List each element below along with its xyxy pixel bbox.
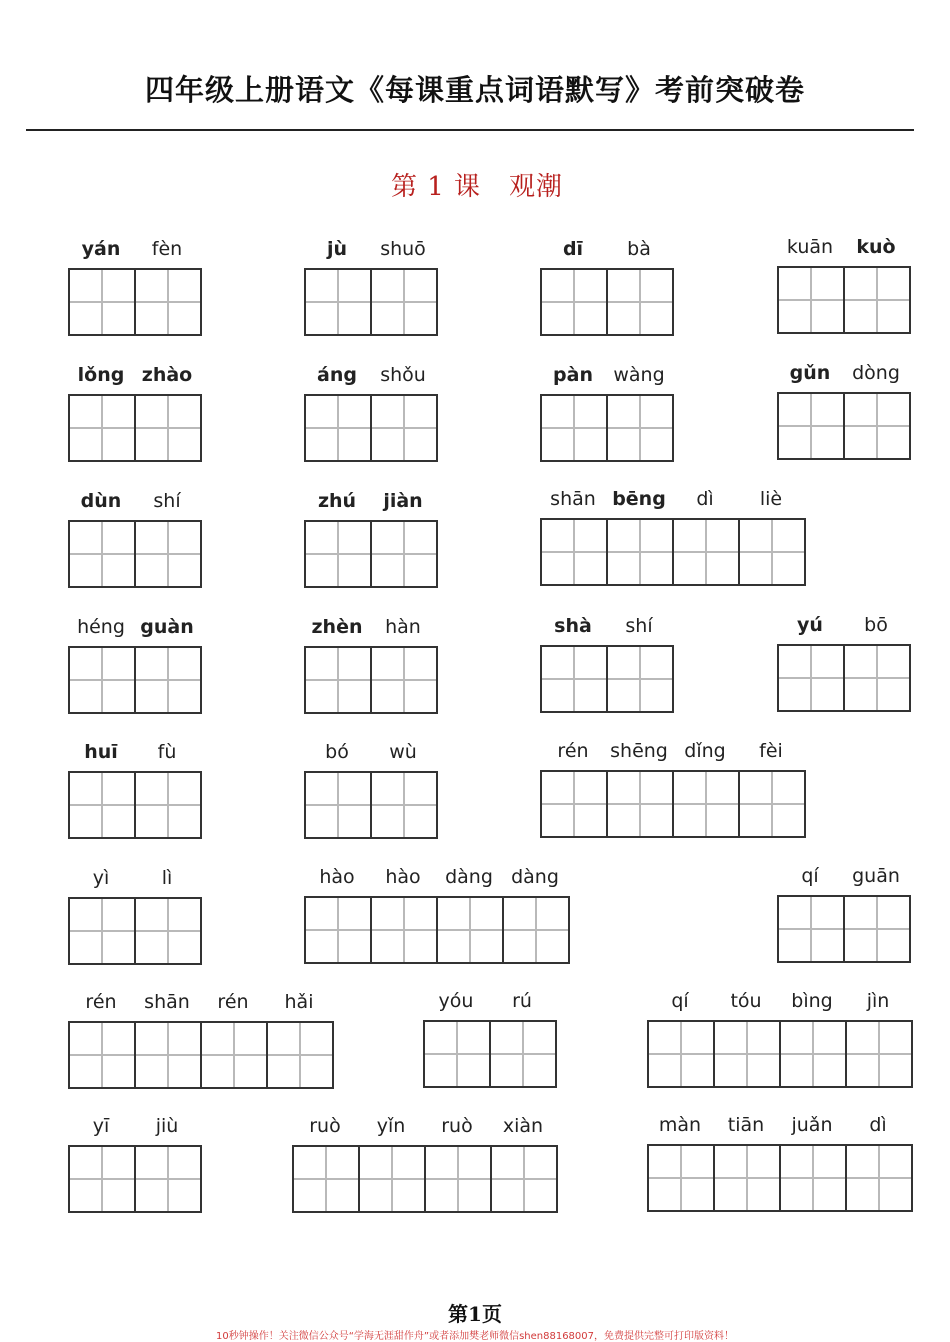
word-item: [540, 361, 674, 462]
tianzige-cell[interactable]: [779, 897, 845, 961]
pinyin-row: [292, 1112, 556, 1140]
tianzige-cell[interactable]: [542, 772, 608, 836]
pinyin-syllable: qí: [801, 865, 819, 887]
writing-grid: [292, 1145, 558, 1213]
pinyin-syllable: ruò: [309, 1115, 341, 1137]
pinyin-row: [540, 485, 804, 513]
pinyin-row: [68, 235, 200, 263]
pinyin-row: [68, 864, 200, 892]
tianzige-cell[interactable]: [779, 268, 845, 332]
tianzige-cell[interactable]: [438, 898, 504, 962]
tianzige-cell[interactable]: [136, 1147, 202, 1211]
tianzige-cell[interactable]: [542, 270, 608, 334]
pinyin-syllable: kuān: [786, 236, 834, 258]
pinyin-row: [777, 233, 909, 261]
word-item: [68, 613, 202, 714]
tianzige-cell[interactable]: [306, 270, 372, 334]
tianzige-cell[interactable]: [779, 646, 845, 710]
tianzige-cell[interactable]: [372, 898, 438, 962]
pinyin-syllable: jìn: [866, 990, 890, 1012]
lesson-name: 观潮: [509, 172, 564, 202]
tianzige-cell[interactable]: [608, 772, 674, 836]
pinyin-syllable: rén: [85, 991, 117, 1013]
pinyin-row: [68, 738, 200, 766]
pinyin-syllable: bó: [325, 741, 349, 763]
tianzige-cell[interactable]: [504, 898, 570, 962]
pinyin-syllable: juǎn: [791, 1114, 833, 1136]
pinyin-row: [647, 1111, 911, 1139]
pinyin-syllable: rén: [557, 740, 589, 762]
pinyin-syllable: lì: [161, 867, 173, 889]
tianzige-cell[interactable]: [70, 1147, 136, 1211]
pinyin-syllable: fèi: [759, 740, 783, 762]
lesson-number: 第 1 课: [390, 172, 482, 202]
tianzige-cell[interactable]: [136, 899, 202, 963]
pinyin-syllable: áng: [317, 364, 357, 386]
tianzige-cell[interactable]: [715, 1146, 781, 1210]
tianzige-cell[interactable]: [608, 396, 674, 460]
tianzige-cell[interactable]: [847, 1022, 913, 1086]
page-title: 四年级上册语文《每课重点词语默写》考前突破卷: [144, 73, 805, 107]
writing-grid: [304, 268, 438, 336]
pinyin-row: [647, 987, 911, 1015]
word-item: [423, 987, 557, 1088]
tianzige-cell[interactable]: [306, 396, 372, 460]
writing-grid: [647, 1144, 913, 1212]
word-item: [540, 737, 806, 838]
writing-grid: [540, 645, 674, 713]
word-item: [647, 987, 913, 1088]
lesson-heading: [0, 166, 950, 203]
tianzige-cell[interactable]: [306, 522, 372, 586]
pinyin-row: [777, 862, 909, 890]
tianzige-cell[interactable]: [70, 270, 136, 334]
pinyin-syllable: shēng: [610, 740, 668, 762]
writing-grid: [304, 520, 438, 588]
pinyin-syllable: wàng: [613, 364, 665, 386]
tianzige-cell[interactable]: [136, 522, 202, 586]
tianzige-cell[interactable]: [70, 1023, 136, 1087]
tianzige-cell[interactable]: [608, 520, 674, 584]
pinyin-syllable: yǐn: [376, 1115, 406, 1137]
pinyin-syllable: màn: [658, 1114, 702, 1136]
tianzige-cell[interactable]: [306, 648, 372, 712]
tianzige-cell[interactable]: [136, 270, 202, 334]
tianzige-cell[interactable]: [781, 1022, 847, 1086]
pinyin-syllable: tóu: [730, 990, 762, 1012]
writing-grid: [540, 518, 806, 586]
writing-grid: [68, 771, 202, 839]
pinyin-row: [304, 361, 436, 389]
pinyin-syllable: shà: [554, 615, 592, 637]
title-divider: [26, 129, 914, 131]
word-item: [68, 988, 334, 1089]
writing-grid: [304, 771, 438, 839]
tianzige-cell[interactable]: [306, 773, 372, 837]
pinyin-syllable: yī: [92, 1115, 110, 1137]
footer-note: 10秒钟操作！关注微信公众号“学海无涯甜作舟”或者添加樊老师微信shen88168007，免费提供完整可打印版资料！: [215, 1331, 735, 1342]
tianzige-cell[interactable]: [70, 773, 136, 837]
pinyin-syllable: dàng: [445, 866, 493, 888]
pinyin-row: [304, 487, 436, 515]
pinyin-row: [68, 1112, 200, 1140]
word-item: [68, 738, 202, 839]
pinyin-row: [540, 235, 672, 263]
pinyin-syllable: guān: [852, 865, 900, 887]
writing-grid: [68, 1021, 334, 1089]
writing-grid: [540, 770, 806, 838]
tianzige-cell[interactable]: [845, 646, 911, 710]
word-item: [68, 864, 202, 965]
word-item: [304, 361, 438, 462]
word-item: [304, 487, 438, 588]
pinyin-row: [304, 235, 436, 263]
tianzige-cell[interactable]: [674, 772, 740, 836]
pinyin-syllable: dì: [869, 1114, 887, 1136]
pinyin-syllable: shǒu: [380, 364, 426, 386]
tianzige-cell[interactable]: [740, 520, 806, 584]
word-item: [304, 613, 438, 714]
writing-grid: [68, 268, 202, 336]
pinyin-syllable: pàn: [553, 364, 593, 386]
pinyin-row: [68, 487, 200, 515]
tianzige-cell[interactable]: [136, 773, 202, 837]
pinyin-syllable: zhèn: [311, 616, 363, 638]
writing-grid: [777, 644, 911, 712]
tianzige-cell[interactable]: [306, 898, 372, 962]
tianzige-cell[interactable]: [491, 1022, 557, 1086]
tianzige-cell[interactable]: [740, 772, 806, 836]
writing-grid: [68, 897, 202, 965]
pinyin-row: [68, 613, 200, 641]
writing-grid: [540, 394, 674, 462]
pinyin-syllable: shān: [144, 991, 190, 1013]
pinyin-syllable: ruò: [441, 1115, 473, 1137]
writing-grid: [540, 268, 674, 336]
pinyin-syllable: yóu: [438, 990, 474, 1012]
pinyin-syllable: hàn: [385, 616, 421, 638]
pinyin-syllable: jiàn: [383, 490, 423, 512]
pinyin-syllable: zhú: [317, 490, 357, 512]
tianzige-cell[interactable]: [608, 647, 674, 711]
word-item: [777, 862, 911, 963]
word-item: [68, 487, 202, 588]
tianzige-cell[interactable]: [294, 1147, 360, 1211]
tianzige-cell[interactable]: [781, 1146, 847, 1210]
tianzige-cell[interactable]: [542, 396, 608, 460]
pinyin-syllable: zhào: [141, 364, 193, 386]
word-item: [540, 612, 674, 713]
tianzige-cell[interactable]: [70, 522, 136, 586]
pinyin-row: [68, 361, 200, 389]
tianzige-cell[interactable]: [136, 396, 202, 460]
page-number: 第1页: [448, 1302, 502, 1326]
word-item: [304, 235, 438, 336]
tianzige-cell[interactable]: [608, 270, 674, 334]
pinyin-row: [68, 988, 332, 1016]
pinyin-syllable: dì: [696, 488, 714, 510]
word-item: [540, 485, 806, 586]
writing-grid: [68, 646, 202, 714]
tianzige-cell[interactable]: [542, 647, 608, 711]
pinyin-syllable: shuō: [380, 238, 426, 260]
pinyin-syllable: bìng: [791, 990, 833, 1012]
tianzige-cell[interactable]: [847, 1146, 913, 1210]
writing-grid: [304, 394, 438, 462]
pinyin-syllable: bēng: [612, 488, 666, 510]
pinyin-syllable: héng: [77, 616, 125, 638]
pinyin-syllable: bō: [864, 614, 888, 636]
pinyin-syllable: hào: [385, 866, 421, 888]
tianzige-cell[interactable]: [845, 394, 911, 458]
tianzige-cell[interactable]: [268, 1023, 334, 1087]
tianzige-cell[interactable]: [70, 648, 136, 712]
writing-grid: [304, 646, 438, 714]
tianzige-cell[interactable]: [372, 270, 438, 334]
pinyin-syllable: fèn: [151, 238, 183, 260]
word-item: [777, 359, 911, 460]
pinyin-row: [540, 612, 672, 640]
tianzige-cell[interactable]: [70, 899, 136, 963]
pinyin-syllable: dī: [562, 238, 584, 260]
pinyin-row: [304, 613, 436, 641]
tianzige-cell[interactable]: [845, 897, 911, 961]
word-item: [777, 611, 911, 712]
tianzige-cell[interactable]: [674, 520, 740, 584]
pinyin-syllable: kuò: [856, 236, 896, 258]
word-item: [68, 235, 202, 336]
pinyin-syllable: hǎi: [284, 991, 314, 1013]
pinyin-syllable: huī: [84, 741, 118, 763]
tianzige-cell[interactable]: [372, 773, 438, 837]
pinyin-syllable: qí: [671, 990, 689, 1012]
pinyin-syllable: dòng: [852, 362, 900, 384]
writing-grid: [777, 392, 911, 460]
tianzige-cell[interactable]: [372, 396, 438, 460]
pinyin-syllable: yán: [81, 238, 121, 260]
pinyin-syllable: shí: [625, 615, 653, 637]
word-item: [647, 1111, 913, 1212]
pinyin-syllable: tiān: [727, 1114, 765, 1136]
pinyin-row: [423, 987, 555, 1015]
tianzige-cell[interactable]: [542, 520, 608, 584]
pinyin-syllable: dùn: [80, 490, 122, 512]
word-item: [777, 233, 911, 334]
pinyin-syllable: yú: [797, 614, 823, 636]
pinyin-syllable: rén: [217, 991, 249, 1013]
pinyin-syllable: wù: [389, 741, 417, 763]
writing-grid: [423, 1020, 557, 1088]
pinyin-syllable: lǒng: [77, 364, 125, 386]
pinyin-syllable: dǐng: [684, 740, 726, 762]
pinyin-syllable: dàng: [511, 866, 559, 888]
tianzige-cell[interactable]: [715, 1022, 781, 1086]
pinyin-row: [777, 611, 909, 639]
pinyin-syllable: shí: [153, 490, 181, 512]
pinyin-syllable: bà: [627, 238, 651, 260]
pinyin-syllable: jiù: [155, 1115, 179, 1137]
pinyin-syllable: fù: [157, 741, 177, 763]
word-item: [68, 361, 202, 462]
writing-grid: [777, 895, 911, 963]
pinyin-syllable: shān: [550, 488, 596, 510]
tianzige-cell[interactable]: [136, 1023, 202, 1087]
pinyin-syllable: hào: [319, 866, 355, 888]
pinyin-row: [304, 863, 568, 891]
word-item: [304, 738, 438, 839]
tianzige-cell[interactable]: [649, 1146, 715, 1210]
tianzige-cell[interactable]: [426, 1147, 492, 1211]
tianzige-cell[interactable]: [360, 1147, 426, 1211]
writing-grid: [777, 266, 911, 334]
pinyin-row: [540, 361, 672, 389]
pinyin-syllable: yì: [92, 867, 110, 889]
pinyin-row: [777, 359, 909, 387]
tianzige-cell[interactable]: [70, 396, 136, 460]
writing-grid: [68, 520, 202, 588]
pinyin-syllable: rú: [512, 990, 532, 1012]
tianzige-cell[interactable]: [372, 648, 438, 712]
tianzige-cell[interactable]: [649, 1022, 715, 1086]
writing-grid: [304, 896, 570, 964]
pinyin-row: [304, 738, 436, 766]
pinyin-syllable: liè: [759, 488, 783, 510]
word-item: [68, 1112, 202, 1213]
pinyin-syllable: xiàn: [502, 1115, 544, 1137]
word-item: [304, 863, 570, 964]
writing-grid: [68, 1145, 202, 1213]
tianzige-cell[interactable]: [845, 268, 911, 332]
writing-grid: [68, 394, 202, 462]
word-item: [292, 1112, 558, 1213]
word-item: [540, 235, 674, 336]
pinyin-row: [540, 737, 804, 765]
tianzige-cell[interactable]: [779, 394, 845, 458]
tianzige-cell[interactable]: [202, 1023, 268, 1087]
pinyin-syllable: guàn: [140, 616, 194, 638]
writing-grid: [647, 1020, 913, 1088]
pinyin-syllable: gǔn: [789, 362, 831, 384]
tianzige-cell[interactable]: [372, 522, 438, 586]
tianzige-cell[interactable]: [425, 1022, 491, 1086]
tianzige-cell[interactable]: [492, 1147, 558, 1211]
tianzige-cell[interactable]: [136, 648, 202, 712]
pinyin-syllable: jù: [326, 238, 348, 260]
